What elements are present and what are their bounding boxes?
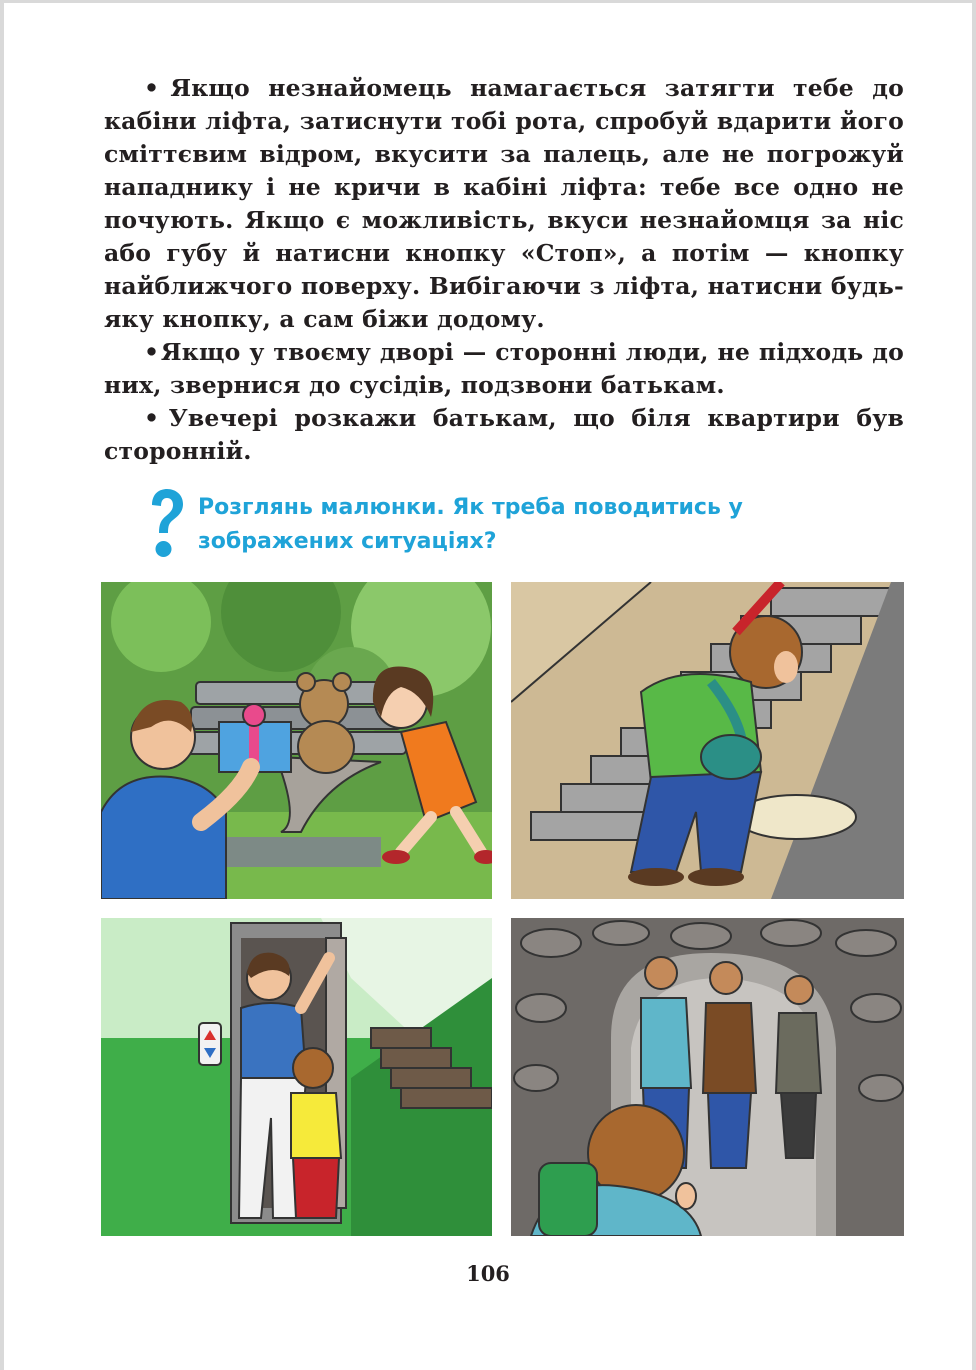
page-border-top [0,0,976,3]
illustration-stairwell [511,582,904,899]
page-number: 106 [466,1261,510,1286]
bullet: • [144,404,160,432]
bullet: • [144,338,160,366]
paragraph-text: Увечері розкажи батькам, що біля квартири був сторонній. [104,404,905,465]
question-mark-icon [146,487,186,565]
page-border-left [0,0,4,1370]
illustration-underpass [511,918,904,1236]
body-text [104,72,904,468]
paragraph-yard-advice [104,336,904,402]
paragraph-evening-advice [104,402,904,468]
question-block [146,487,906,567]
paragraph-elevator-advice [104,72,904,336]
question-text: Розглянь малюнки. Як треба поводитись у зображених ситуаціях? [198,495,743,554]
paragraph-text: Якщо у твоєму дворі — сторонні люди, не підходь до них, звернися до сусідів, подзвони батькам. [104,338,904,399]
illustration-elevator [101,918,492,1236]
illustration-park-bench [101,582,492,899]
bullet: • [144,74,160,102]
paragraph-text: Якщо незнайомець намагається затягти тебе до кабіни ліфта, затиснути тобі рота, спробуй вдарити його сміттєвим відром, вкусити за палець, але не погрожуй нападнику і не кричи в кабіні ліфта: тебе все одно не почують. Якщо є можливість, вкуси незнайомця за ніс або губу й натисни кнопку «Стоп», а потім — кнопку найближчого поверху. Вибігаючи з ліфта, натисни будь-яку кнопку, а сам біжи додому. [104,74,904,333]
page-border-right [972,0,976,1370]
